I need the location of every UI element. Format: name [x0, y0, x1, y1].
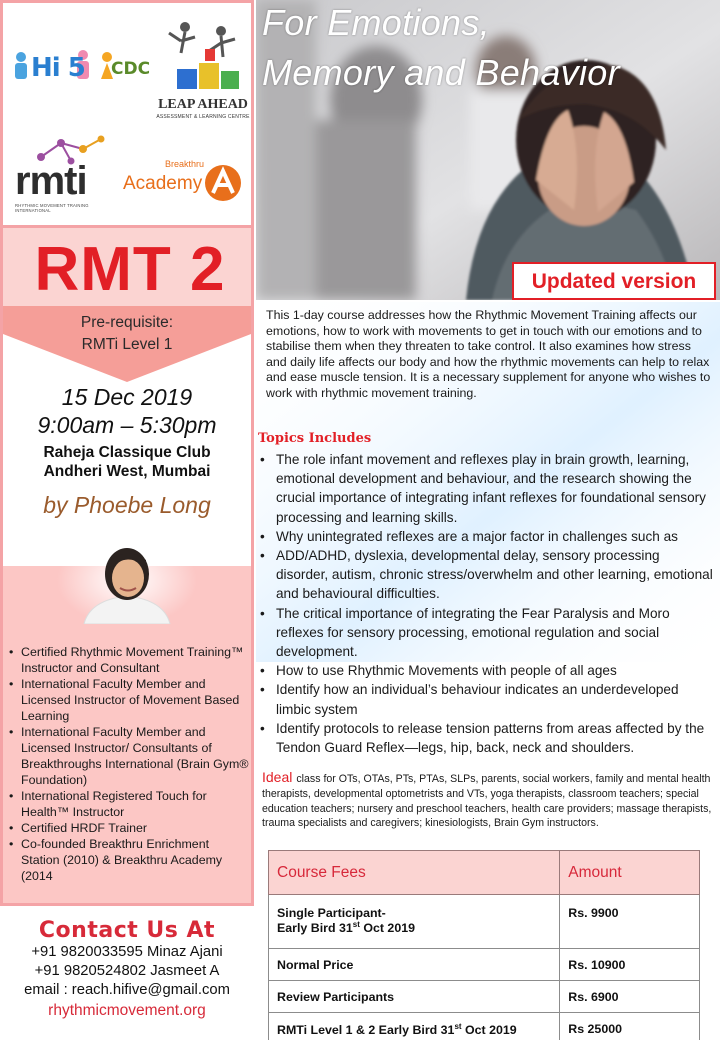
headline-line-2: Memory and Behavior — [262, 52, 620, 93]
course-description: This 1-day course addresses how the Rhythmic Movement Training affects our emotions, how to work with movements to get in touch with our emotions and to stabilise them when they threaten to take control. It also examines how stress and daily life affects our body and how the rhythmic movements can help to relax and ease muscle tension. It is a necessary supplement for anyone who wishes to work with rhythmic movement training. — [266, 308, 711, 400]
hi5-cdc-logo — [11, 43, 151, 97]
hi5-letters: Hi 5 — [31, 53, 85, 83]
fee-item-line-1: Single Participant- — [277, 906, 386, 920]
credentials-list — [9, 644, 249, 884]
fee-item-text: Early Bird 31 — [277, 921, 353, 936]
course-date: 15 Dec 2019 — [61, 384, 193, 410]
fees-header-row — [269, 851, 700, 895]
breakthru-academy-logo — [121, 159, 245, 209]
credential-item: • Co-founded Breakthru Enrichment Station (2010) & Breakthru Academy (2014 — [9, 836, 249, 884]
fee-item-line-2 — [277, 920, 551, 935]
hero-photo — [256, 0, 720, 300]
credential-item: • Certified HRDF Trainer — [9, 820, 249, 836]
contact-title: Contact Us At — [38, 918, 216, 943]
leap-ahead-figures-icon — [151, 13, 255, 97]
fee-item — [269, 1013, 560, 1040]
topic-item: • Why unintegrated reflexes are a major factor in challenges such as — [258, 527, 714, 546]
partner-logos — [0, 0, 254, 228]
fee-item-sup: st — [454, 1022, 462, 1031]
fee-item-text: Oct 2019 — [359, 921, 415, 936]
rmti-wordmark: rmti — [15, 159, 87, 203]
leap-ahead-subtitle: ASSESSMENT & LEARNING CENTRE — [156, 114, 250, 120]
table-row — [269, 949, 700, 981]
table-row — [269, 895, 700, 949]
contact-email[interactable]: email : reach.hifive@gmail.com — [24, 982, 230, 998]
course-title-panel — [0, 228, 254, 306]
topic-item: • ADD/ADHD, dyslexia, developmental delay, sensory processing disorder, autism, chronic stress/overwhelm and other learning, emotional and behavioural difficulties. — [258, 546, 714, 604]
leap-ahead-logo — [151, 13, 255, 121]
rmti-logo — [13, 139, 123, 215]
ideal-audience-text: class for OTs, OTAs, PTs, PTAs, SLPs, parents, social workers, family and mental health therapists, developmental optometrists and VTs, yoga therapists, classroom teachers; special education teachers; nursery and preschool teachers, health care providers; massage therapists, trauma specialists and caregivers; kinesiologists, Brain Gym instructors. — [262, 773, 712, 830]
fee-amount: Rs. 10900 — [560, 949, 700, 981]
fee-item: Normal Price — [269, 949, 560, 981]
credential-item: • International Faculty Member and Licensed Instructor/ Consultants of Breakthroughs International (Brain Gym® Foundation) — [9, 724, 249, 788]
headline-line-1: For Emotions, — [262, 2, 490, 43]
fees-header-item: Course Fees — [269, 851, 560, 895]
ideal-label: Ideal — [262, 769, 293, 785]
hi5-cdc-text: CDC — [111, 59, 151, 79]
course-details — [0, 306, 254, 566]
website-link[interactable]: rhythmicmovement.org — [48, 1002, 206, 1019]
ideal-audience — [262, 770, 712, 831]
venue-location: Andheri West, Mumbai — [43, 463, 211, 480]
prerequisite-label: Pre-requisite: — [80, 314, 174, 331]
prerequisite-value: RMTi Level 1 — [81, 336, 173, 353]
fee-item-text: RMTi Level 1 & 2 Early Bird 31 — [277, 1023, 455, 1038]
prerequisite — [3, 312, 251, 356]
topic-item: • Identify how an individual’s behaviour indicates an underdeveloped limbic system — [258, 680, 714, 718]
topic-item: • Identify protocols to release tension patterns from areas affected by the Tendon Guard Reflex—legs, hip, back, neck and shoulders. — [258, 719, 714, 757]
table-row — [269, 1013, 700, 1040]
instructor-photo-area — [0, 534, 254, 622]
topics-heading: Topics Includes — [258, 431, 372, 446]
hero-banner — [256, 0, 720, 300]
fee-amount: Rs. 6900 — [560, 981, 700, 1013]
fee-amount: Rs. 9900 — [560, 895, 700, 949]
course-content — [256, 302, 720, 1040]
contact-phone-2[interactable]: +91 9820524802 Jasmeet A — [34, 963, 220, 979]
course-fees-table — [268, 850, 700, 1040]
fee-amount: Rs 25000 — [560, 1013, 700, 1040]
fee-item: Review Participants — [269, 981, 560, 1013]
fee-item-sup: st — [352, 920, 360, 929]
credential-item: • International Registered Touch for Health™ Instructor — [9, 788, 249, 820]
course-time: 9:00am – 5:30pm — [37, 412, 217, 438]
instructor-photo — [0, 534, 254, 624]
leap-ahead-title: LEAP AHEAD — [158, 97, 248, 112]
left-column — [0, 0, 254, 1040]
venue-name: Raheja Classique Club — [43, 444, 211, 461]
topic-item: • The role infant movement and reflexes play in brain growth, learning, emotional development and behaviour, and the research showing the crucial importance of integrating infant reflexes for foundational sensory processing and learning skills. — [258, 450, 714, 527]
credential-item: • International Faculty Member and Licensed Instructor of Movement Based Learning — [9, 676, 249, 724]
table-row — [269, 981, 700, 1013]
rmti-subtitle: RHYTHMIC MOVEMENT TRAINING INTERNATIONAL — [15, 203, 89, 213]
presenter-name: by Phoebe Long — [43, 492, 211, 518]
credential-item: • Certified Rhythmic Movement Training™ Instructor and Consultant — [9, 644, 249, 676]
course-title: RMT 2 — [34, 235, 226, 304]
topics-list — [258, 450, 714, 757]
updated-version-badge — [512, 262, 716, 300]
topic-item: • How to use Rhythmic Movements with people of all ages — [258, 661, 714, 680]
contact-phone-1[interactable]: +91 9820033595 Minaz Ajani — [31, 944, 223, 960]
updated-version-text: Updated version — [531, 270, 697, 293]
academy-text: Academy — [123, 173, 203, 194]
breakthru-a-icon — [201, 161, 245, 205]
topic-item: • The critical importance of integrating the Fear Paralysis and Moro reflexes for sensory processing, emotional regulation and social development. — [258, 604, 714, 662]
breakthru-text: Breakthru — [165, 159, 205, 169]
fee-item-text: Oct 2019 — [461, 1023, 517, 1038]
fees-header-amount: Amount — [560, 851, 700, 895]
contact-section — [0, 910, 254, 1040]
fee-item — [269, 895, 560, 949]
